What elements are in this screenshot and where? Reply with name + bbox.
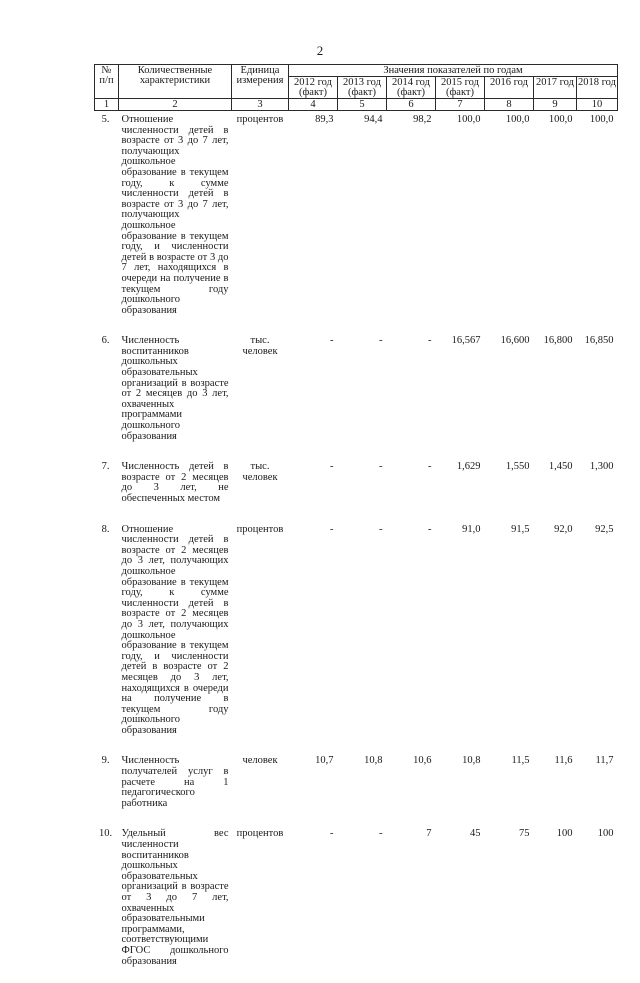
row-value-4: 16,567	[451, 335, 481, 347]
row-indicator-name: Удельный вес численности воспитанников дошкольных образовательных организаций в возрасте от 3 до 7 лет, охваченных образовательными программами, соответствующими ФГОС дошкольного образования	[121, 828, 229, 967]
row-value-5: 100,0	[505, 114, 530, 125]
header-column-number-6: 6	[387, 99, 436, 111]
table-row	[95, 825, 618, 983]
row-value-1: -	[330, 828, 334, 840]
row-value-7: 1,300	[589, 461, 614, 473]
row-number: 5.	[101, 114, 110, 125]
row-indicator-name: Численность получателей услуг в расчете на 1 педагогического работника	[121, 755, 229, 809]
row-value-1: 10,7	[315, 755, 334, 767]
header-column-number-1: 1	[95, 99, 119, 111]
row-value-1: 89,3	[315, 114, 334, 125]
header-column-number-8: 8	[485, 99, 534, 111]
header-column-numbers-row	[95, 99, 618, 111]
header-year-4: 2015 год (факт)	[436, 77, 485, 99]
row-unit: человек	[242, 755, 278, 767]
row-value-6: 92,0	[554, 523, 573, 535]
row-unit: тыс. человек	[242, 335, 278, 357]
header-column-number-7: 7	[436, 99, 485, 111]
row-value-5: 91,5	[511, 523, 530, 535]
header-year-6: 2017 год	[534, 77, 577, 99]
row-indicator-name: Численность детей в возрасте от 2 месяцев до 3 лет, не обеспеченных местом	[121, 461, 229, 504]
table-row	[95, 752, 618, 825]
header-values-group: Значения показателей по годам	[289, 65, 618, 77]
header-year-1: 2012 год (факт)	[289, 77, 338, 99]
header-year-3: 2014 год (факт)	[387, 77, 436, 99]
row-number: 10.	[98, 828, 113, 840]
row-unit: процентов	[236, 523, 284, 535]
row-value-7: 16,850	[584, 335, 614, 347]
row-unit: процентов	[236, 828, 284, 840]
row-unit: процентов	[236, 114, 284, 125]
row-unit: тыс. человек	[242, 461, 278, 483]
row-value-6: 100	[556, 828, 573, 840]
row-value-5: 1,550	[505, 461, 530, 473]
header-column-number-9: 9	[534, 99, 577, 111]
header-row	[95, 65, 618, 77]
row-value-5: 16,600	[500, 335, 530, 347]
row-value-6: 1,450	[548, 461, 573, 473]
header-col-num: № п/п	[95, 65, 119, 99]
row-value-1: -	[330, 461, 334, 473]
row-number: 9.	[101, 755, 110, 767]
row-value-2: -	[379, 461, 383, 473]
row-number: 7.	[101, 461, 110, 473]
table-row	[95, 521, 618, 753]
header-column-number-10: 10	[577, 99, 618, 111]
header-column-number-2: 2	[119, 99, 232, 111]
header-column-number-5: 5	[338, 99, 387, 111]
row-value-6: 100,0	[548, 114, 573, 125]
row-indicator-name: Отношение численности детей в возрасте от 3 до 7 лет, получающих дошкольное образование в текущем году, к сумме численности детей в возрасте от 3 до 7 лет, получающих дошкольное образование в текущем году, и численности детей в возрасте от 3 до 7 лет, находящихся в очереди на получение в текущем году дошкольного образования	[121, 114, 229, 316]
header-year-2: 2013 год (факт)	[338, 77, 387, 99]
table-row	[95, 111, 618, 333]
row-number: 6.	[101, 335, 110, 347]
row-value-3: 7	[426, 828, 432, 840]
header-year-7: 2018 год	[577, 77, 618, 99]
row-value-4: 1,629	[456, 461, 481, 473]
row-value-2: 94,4	[364, 114, 383, 125]
row-value-2: -	[379, 828, 383, 840]
row-value-4: 91,0	[462, 523, 481, 535]
row-value-6: 11,6	[554, 755, 573, 767]
row-value-2: -	[379, 523, 383, 535]
row-value-7: 100	[597, 828, 614, 840]
table-row	[95, 332, 618, 458]
row-value-3: -	[428, 523, 432, 535]
indicators-table	[94, 64, 618, 983]
row-value-7: 92,5	[595, 523, 614, 535]
row-value-1: -	[330, 335, 334, 347]
row-value-5: 11,5	[511, 755, 530, 767]
header-year-5: 2016 год	[485, 77, 534, 99]
row-value-2: -	[379, 335, 383, 347]
row-indicator-name: Численность воспитанников дошкольных образовательных организаций в возрасте от 2 месяцев до 3 лет, охваченных программами дошкольного образования	[121, 335, 229, 442]
row-value-3: -	[428, 335, 432, 347]
row-value-7: 11,7	[595, 755, 614, 767]
header-column-number-3: 3	[232, 99, 289, 111]
row-value-1: -	[330, 523, 334, 535]
row-indicator-name: Отношение численности детей в возрасте от 2 месяцев до 3 лет, получающих дошкольное образование в текущем году, к сумме численности детей в возрасте от 2 месяцев до 3 лет, получающих дошкольное образование в текущем году, и численности детей в возрасте от 2 месяцев до 3 лет, находящихся в очереди на получение в текущем году дошкольного образования	[121, 523, 229, 736]
row-value-3: -	[428, 461, 432, 473]
table-row	[95, 458, 618, 520]
row-number: 8.	[101, 523, 110, 535]
row-value-5: 75	[519, 828, 530, 840]
header-col-unit: Единица измерения	[232, 65, 289, 99]
row-value-4: 45	[470, 828, 481, 840]
header-column-number-4: 4	[289, 99, 338, 111]
row-value-3: 98,2	[413, 114, 432, 125]
page-number: 2	[316, 43, 324, 58]
row-value-2: 10,8	[364, 755, 383, 767]
row-value-7: 100,0	[589, 114, 614, 125]
row-value-6: 16,800	[543, 335, 573, 347]
row-value-3: 10,6	[413, 755, 432, 767]
row-value-4: 10,8	[462, 755, 481, 767]
row-value-4: 100,0	[456, 114, 481, 125]
header-col-name: Количественные характеристики	[119, 65, 232, 99]
